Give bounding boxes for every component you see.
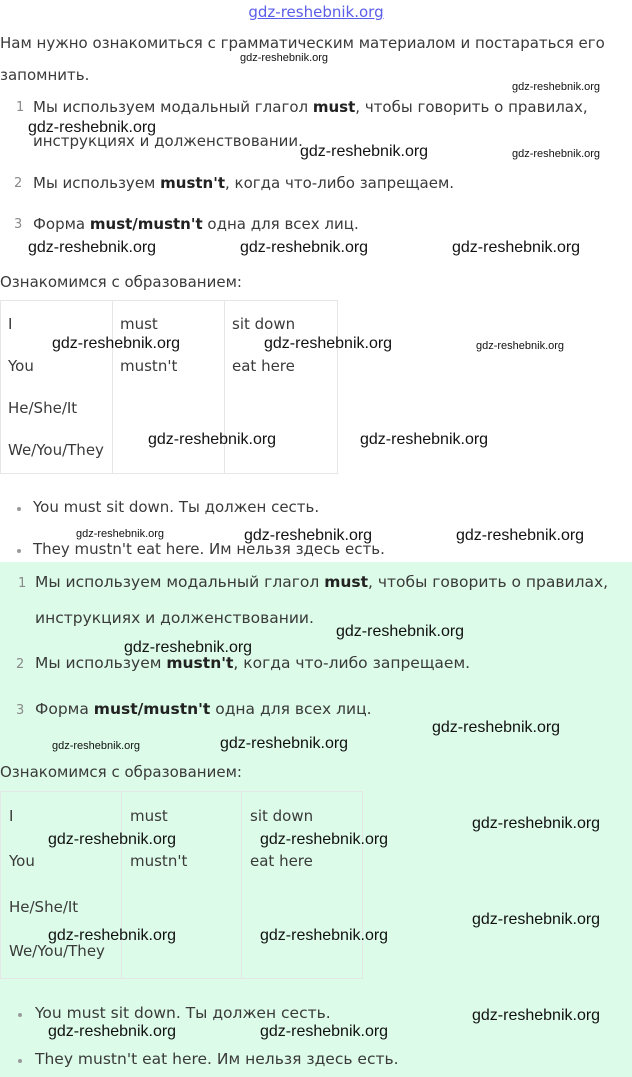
watermark-text: gdz-reshebnik.org (260, 1023, 389, 1040)
list-number: 2 (14, 176, 23, 191)
watermark-text: gdz-reshebnik.org (476, 340, 565, 352)
table-cell: He/She/It (9, 898, 79, 916)
watermark-text: gdz-reshebnik.org (260, 831, 389, 848)
rule-text-cont: инструкциях и долженствовании. (33, 132, 303, 150)
watermark-text: gdz-reshebnik.org (28, 239, 157, 256)
table-cell: We/You/They (9, 942, 105, 960)
watermark-text: gdz-reshebnik.org (28, 119, 157, 136)
example-text: You must sit down. Ты должен сесть. (33, 498, 320, 516)
table-cell: He/She/It (8, 399, 78, 417)
watermark-text: gdz-reshebnik.org (48, 927, 177, 944)
rule-text-cont: инструкциях и долженствовании. (35, 609, 314, 627)
list-number: 1 (16, 100, 25, 115)
table-cell: We/You/They (8, 441, 104, 459)
watermark-text: gdz-reshebnik.org (360, 431, 489, 448)
intro-line-2: запомнить. (0, 66, 90, 84)
table-cell: I (8, 315, 13, 333)
table-cell: You (8, 357, 34, 375)
table-cell: eat here (232, 357, 295, 375)
watermark-text: gdz-reshebnik.org (472, 911, 601, 928)
watermark-text: gdz-reshebnik.org (452, 239, 581, 256)
example-text: You must sit down. Ты должен сесть. (35, 1004, 331, 1022)
table-cell: sit down (250, 807, 314, 825)
content-section-original (0, 24, 632, 562)
formation-title: Ознакомимся с образованием: (0, 763, 242, 781)
watermark-text: gdz-reshebnik.org (52, 740, 141, 752)
table-cell: I (9, 807, 14, 825)
rule-text: Мы используем mustn't, когда что-либо запрещаем. (35, 654, 471, 672)
list-number: 3 (16, 703, 25, 718)
list-number: 1 (18, 576, 27, 591)
watermark-text: gdz-reshebnik.org (336, 623, 465, 640)
watermark-text: gdz-reshebnik.org (472, 815, 601, 832)
watermark-text: gdz-reshebnik.org (48, 1023, 177, 1040)
watermark-text: gdz-reshebnik.org (48, 831, 177, 848)
rule-text: Форма must/mustn't одна для всех лиц. (35, 700, 372, 718)
table-cell: must (120, 315, 158, 333)
rule-text: Мы используем mustn't, когда что-либо запрещаем. (33, 174, 455, 192)
watermark-text: gdz-reshebnik.org (264, 335, 393, 352)
list-number: 2 (16, 657, 25, 672)
table-cell: eat here (250, 852, 313, 870)
watermark-text: gdz-reshebnik.org (220, 735, 349, 752)
list-number: 3 (14, 217, 23, 232)
watermark-text: gdz-reshebnik.org (472, 1007, 601, 1024)
watermark-text: gdz-reshebnik.org (456, 527, 585, 544)
table-cell: mustn't (120, 357, 178, 375)
watermark-text: gdz-reshebnik.org (76, 528, 165, 540)
watermark-text: gdz-reshebnik.org (244, 527, 373, 544)
formation-title: Ознакомимся с образованием: (0, 273, 242, 291)
watermark-text: gdz-reshebnik.org (512, 81, 601, 93)
watermark-text: gdz-reshebnik.org (52, 335, 181, 352)
formation-table (0, 791, 363, 979)
watermark-text: gdz-reshebnik.org (148, 431, 277, 448)
example-text: They mustn't eat here. Им нельзя здесь есть. (35, 1050, 399, 1068)
watermark-text: gdz-reshebnik.org (432, 719, 561, 736)
table-cell: sit down (232, 315, 296, 333)
rule-text: Мы используем модальный глагол must, чтобы говорить о правилах, (33, 98, 588, 116)
watermark-text: gdz-reshebnik.org (240, 52, 329, 64)
watermark-text: gdz-reshebnik.org (512, 148, 601, 160)
rule-text: Форма must/mustn't одна для всех лиц. (33, 215, 359, 233)
intro-line-1: Нам нужно ознакомиться с грамматическим материалом и постараться его (0, 34, 605, 52)
site-header-link[interactable]: gdz-reshebnik.org (248, 3, 384, 21)
example-text: They mustn't eat here. Им нельзя здесь есть. (33, 540, 385, 558)
watermark-text: gdz-reshebnik.org (300, 143, 429, 160)
watermark-text: gdz-reshebnik.org (260, 927, 389, 944)
watermark-text: gdz-reshebnik.org (240, 239, 369, 256)
table-cell: must (130, 807, 168, 825)
rule-text: Мы используем модальный глагол must, чтобы говорить о правилах, (35, 573, 609, 591)
watermark-text: gdz-reshebnik.org (124, 639, 253, 656)
table-cell: mustn't (130, 852, 188, 870)
table-cell: You (9, 852, 35, 870)
